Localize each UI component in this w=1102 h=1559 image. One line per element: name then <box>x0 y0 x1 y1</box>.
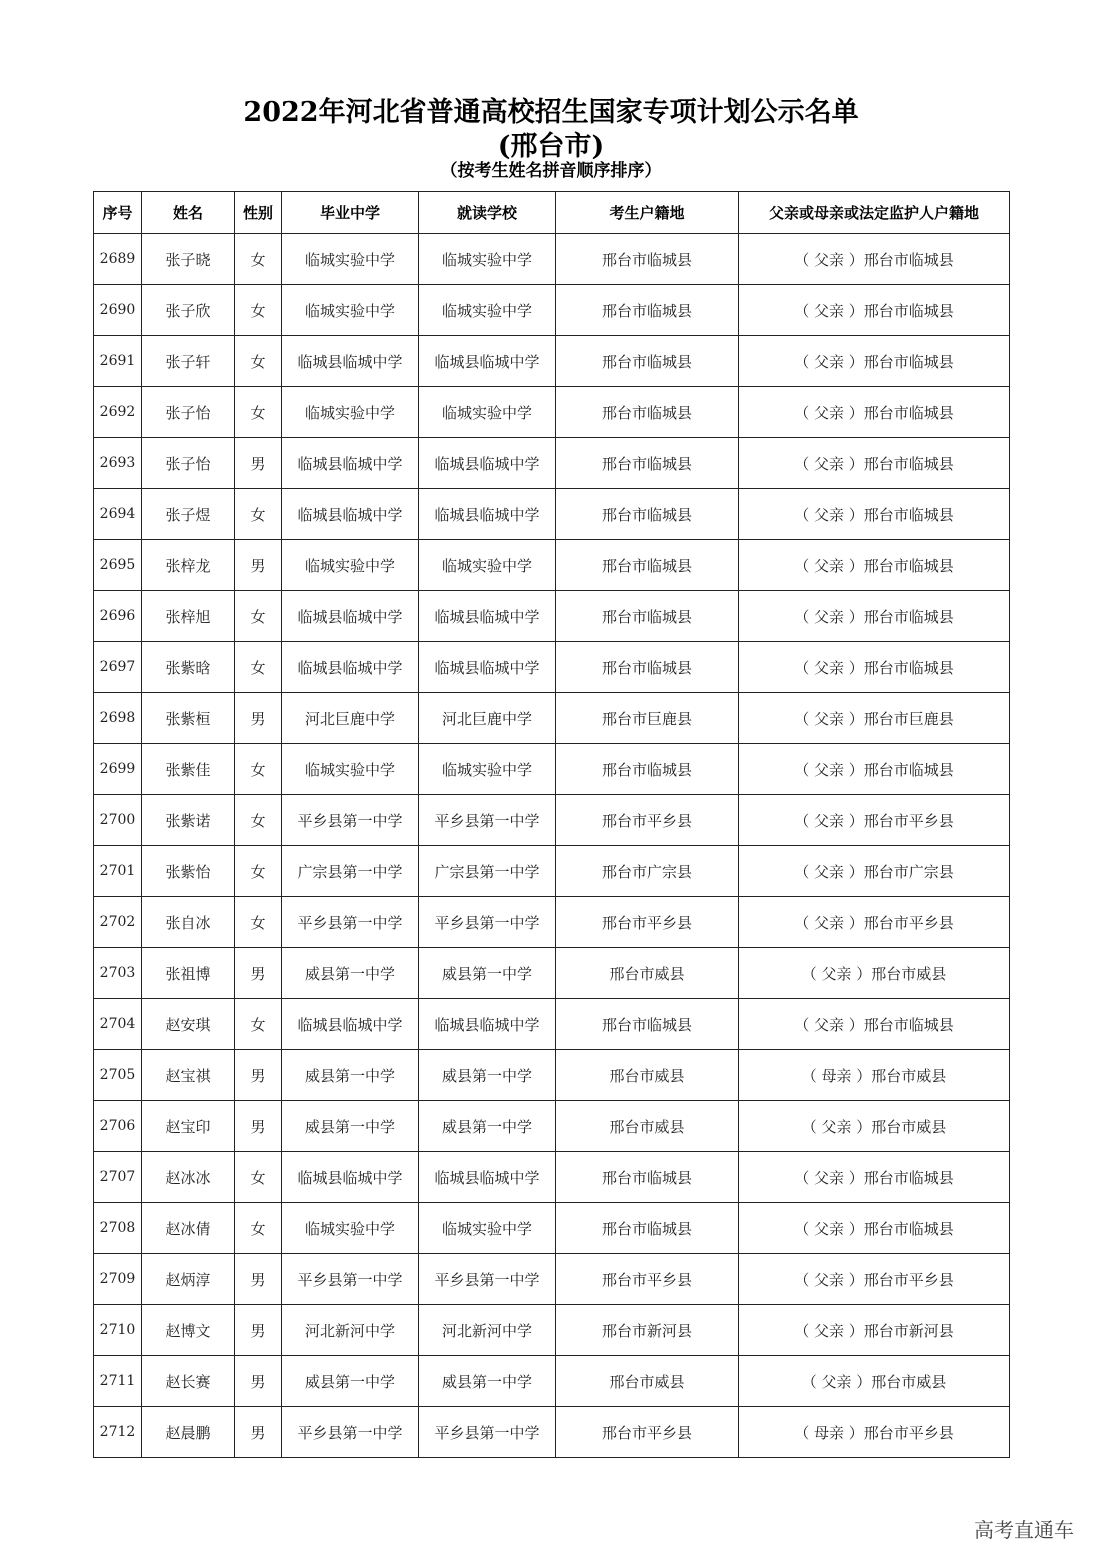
table-row <box>94 642 1010 693</box>
name-cell: 张紫诺 <box>142 795 235 846</box>
table-row <box>94 948 1010 999</box>
name-cell: 张紫怡 <box>142 846 235 897</box>
guardian-residence-cell: （ 父亲 ）邢台市临城县 <box>739 1203 1010 1254</box>
name-cell: 赵长赛 <box>142 1356 235 1407</box>
residence-cell: 邢台市临城县 <box>556 336 739 387</box>
seq-cell: 2702 <box>94 897 142 948</box>
gender-cell: 女 <box>235 234 282 285</box>
residence-cell: 邢台市临城县 <box>556 438 739 489</box>
table-row <box>94 1356 1010 1407</box>
gender-cell: 女 <box>235 642 282 693</box>
seq-cell: 2691 <box>94 336 142 387</box>
graduated-school-cell: 临城县临城中学 <box>282 489 419 540</box>
gender-cell: 男 <box>235 1254 282 1305</box>
column-header-residence-col: 考生户籍地 <box>556 192 739 234</box>
guardian-residence-cell: （ 父亲 ）邢台市临城县 <box>739 744 1010 795</box>
name-cell: 张子怡 <box>142 387 235 438</box>
seq-cell: 2689 <box>94 234 142 285</box>
table-row <box>94 1407 1010 1458</box>
guardian-residence-cell: （ 父亲 ）邢台市平乡县 <box>739 795 1010 846</box>
gender-cell: 女 <box>235 1203 282 1254</box>
residence-cell: 邢台市威县 <box>556 948 739 999</box>
gender-cell: 女 <box>235 999 282 1050</box>
name-cell: 赵冰倩 <box>142 1203 235 1254</box>
name-cell: 张自冰 <box>142 897 235 948</box>
graduated-school-cell: 临城实验中学 <box>282 540 419 591</box>
name-cell: 张紫佳 <box>142 744 235 795</box>
current-school-cell: 临城县临城中学 <box>419 1152 556 1203</box>
current-school-cell: 威县第一中学 <box>419 1101 556 1152</box>
name-cell: 张祖博 <box>142 948 235 999</box>
table-row <box>94 540 1010 591</box>
name-cell: 张子怡 <box>142 438 235 489</box>
residence-cell: 邢台市临城县 <box>556 540 739 591</box>
guardian-residence-cell: （ 父亲 ）邢台市临城县 <box>739 540 1010 591</box>
seq-cell: 2690 <box>94 285 142 336</box>
residence-cell: 邢台市临城县 <box>556 387 739 438</box>
current-school-cell: 平乡县第一中学 <box>419 1407 556 1458</box>
graduated-school-cell: 平乡县第一中学 <box>282 1254 419 1305</box>
name-cell: 赵冰冰 <box>142 1152 235 1203</box>
seq-cell: 2705 <box>94 1050 142 1101</box>
seq-cell: 2697 <box>94 642 142 693</box>
gender-cell: 女 <box>235 336 282 387</box>
gender-cell: 女 <box>235 387 282 438</box>
name-cell: 张梓龙 <box>142 540 235 591</box>
current-school-cell: 临城县临城中学 <box>419 999 556 1050</box>
seq-cell: 2696 <box>94 591 142 642</box>
current-school-cell: 河北巨鹿中学 <box>419 693 556 744</box>
guardian-residence-cell: （ 父亲 ）邢台市临城县 <box>739 387 1010 438</box>
guardian-residence-cell: （ 父亲 ）邢台市威县 <box>739 1101 1010 1152</box>
gender-cell: 女 <box>235 897 282 948</box>
current-school-cell: 平乡县第一中学 <box>419 1254 556 1305</box>
graduated-school-cell: 威县第一中学 <box>282 1101 419 1152</box>
seq-cell: 2709 <box>94 1254 142 1305</box>
residence-cell: 邢台市广宗县 <box>556 846 739 897</box>
guardian-residence-cell: （ 父亲 ）邢台市威县 <box>739 1356 1010 1407</box>
name-cell: 张子煜 <box>142 489 235 540</box>
residence-cell: 邢台市威县 <box>556 1101 739 1152</box>
gender-cell: 男 <box>235 1407 282 1458</box>
guardian-residence-cell: （ 父亲 ）邢台市临城县 <box>739 999 1010 1050</box>
table-header-row <box>94 192 1010 234</box>
current-school-cell: 临城县临城中学 <box>419 336 556 387</box>
graduated-school-cell: 平乡县第一中学 <box>282 795 419 846</box>
current-school-cell: 威县第一中学 <box>419 1356 556 1407</box>
table-row <box>94 438 1010 489</box>
current-school-cell: 临城县临城中学 <box>419 591 556 642</box>
gender-cell: 男 <box>235 540 282 591</box>
seq-cell: 2694 <box>94 489 142 540</box>
seq-cell: 2699 <box>94 744 142 795</box>
seq-cell: 2692 <box>94 387 142 438</box>
gender-cell: 男 <box>235 693 282 744</box>
name-cell: 张紫晗 <box>142 642 235 693</box>
current-school-cell: 临城实验中学 <box>419 1203 556 1254</box>
gender-cell: 男 <box>235 1050 282 1101</box>
graduated-school-cell: 临城实验中学 <box>282 1203 419 1254</box>
graduated-school-cell: 临城实验中学 <box>282 285 419 336</box>
current-school-cell: 平乡县第一中学 <box>419 795 556 846</box>
column-header-graduated-school-col: 毕业中学 <box>282 192 419 234</box>
graduated-school-cell: 临城县临城中学 <box>282 591 419 642</box>
current-school-cell: 临城实验中学 <box>419 285 556 336</box>
current-school-cell: 临城实验中学 <box>419 387 556 438</box>
name-cell: 赵宝祺 <box>142 1050 235 1101</box>
seq-cell: 2711 <box>94 1356 142 1407</box>
seq-cell: 2700 <box>94 795 142 846</box>
name-cell: 张子轩 <box>142 336 235 387</box>
guardian-residence-cell: （ 父亲 ）邢台市临城县 <box>739 336 1010 387</box>
name-cell: 张子晓 <box>142 234 235 285</box>
table-row <box>94 744 1010 795</box>
residence-cell: 邢台市威县 <box>556 1356 739 1407</box>
guardian-residence-cell: （ 父亲 ）邢台市临城县 <box>739 1152 1010 1203</box>
column-header-current-school-col: 就读学校 <box>419 192 556 234</box>
current-school-cell: 临城县临城中学 <box>419 438 556 489</box>
current-school-cell: 临城实验中学 <box>419 234 556 285</box>
residence-cell: 邢台市临城县 <box>556 1203 739 1254</box>
residence-cell: 邢台市临城县 <box>556 642 739 693</box>
seq-cell: 2706 <box>94 1101 142 1152</box>
table-row <box>94 285 1010 336</box>
guardian-residence-cell: （ 父亲 ）邢台市巨鹿县 <box>739 693 1010 744</box>
watermark-text: 高考直通车 <box>974 1518 1074 1542</box>
name-cell: 张子欣 <box>142 285 235 336</box>
current-school-cell: 河北新河中学 <box>419 1305 556 1356</box>
guardian-residence-cell: （ 父亲 ）邢台市临城县 <box>739 489 1010 540</box>
guardian-residence-cell: （ 父亲 ）邢台市平乡县 <box>739 1254 1010 1305</box>
residence-cell: 邢台市巨鹿县 <box>556 693 739 744</box>
current-school-cell: 临城县临城中学 <box>419 489 556 540</box>
residence-cell: 邢台市平乡县 <box>556 795 739 846</box>
table-row <box>94 897 1010 948</box>
roster-table <box>93 191 1010 1458</box>
column-header-name-col: 姓名 <box>142 192 235 234</box>
current-school-cell: 平乡县第一中学 <box>419 897 556 948</box>
seq-cell: 2693 <box>94 438 142 489</box>
current-school-cell: 临城实验中学 <box>419 540 556 591</box>
residence-cell: 邢台市临城县 <box>556 591 739 642</box>
gender-cell: 女 <box>235 285 282 336</box>
guardian-residence-cell: （ 母亲 ）邢台市平乡县 <box>739 1407 1010 1458</box>
name-cell: 赵安琪 <box>142 999 235 1050</box>
graduated-school-cell: 平乡县第一中学 <box>282 897 419 948</box>
current-school-cell: 临城县临城中学 <box>419 642 556 693</box>
residence-cell: 邢台市临城县 <box>556 1152 739 1203</box>
sort-note: （按考生姓名拼音顺序排序） <box>440 161 662 181</box>
gender-cell: 男 <box>235 948 282 999</box>
graduated-school-cell: 临城县临城中学 <box>282 336 419 387</box>
residence-cell: 邢台市临城县 <box>556 744 739 795</box>
table-row <box>94 1152 1010 1203</box>
table-row <box>94 1050 1010 1101</box>
table-row <box>94 693 1010 744</box>
gender-cell: 男 <box>235 438 282 489</box>
graduated-school-cell: 威县第一中学 <box>282 1050 419 1101</box>
graduated-school-cell: 威县第一中学 <box>282 948 419 999</box>
graduated-school-cell: 临城县临城中学 <box>282 1152 419 1203</box>
table-row <box>94 1203 1010 1254</box>
gender-cell: 女 <box>235 795 282 846</box>
seq-cell: 2698 <box>94 693 142 744</box>
guardian-residence-cell: （ 父亲 ）邢台市临城县 <box>739 234 1010 285</box>
graduated-school-cell: 广宗县第一中学 <box>282 846 419 897</box>
guardian-residence-cell: （ 父亲 ）邢台市临城县 <box>739 591 1010 642</box>
gender-cell: 女 <box>235 1152 282 1203</box>
gender-cell: 女 <box>235 591 282 642</box>
graduated-school-cell: 威县第一中学 <box>282 1356 419 1407</box>
current-school-cell: 威县第一中学 <box>419 948 556 999</box>
column-header-gender-col: 性别 <box>235 192 282 234</box>
table-body <box>94 234 1010 1458</box>
table-row <box>94 387 1010 438</box>
residence-cell: 邢台市平乡县 <box>556 1254 739 1305</box>
current-school-cell: 临城实验中学 <box>419 744 556 795</box>
column-header-seq-col: 序号 <box>94 192 142 234</box>
residence-cell: 邢台市临城县 <box>556 234 739 285</box>
guardian-residence-cell: （ 父亲 ）邢台市平乡县 <box>739 897 1010 948</box>
graduated-school-cell: 河北新河中学 <box>282 1305 419 1356</box>
guardian-residence-cell: （ 父亲 ）邢台市广宗县 <box>739 846 1010 897</box>
name-cell: 赵炳淳 <box>142 1254 235 1305</box>
seq-cell: 2704 <box>94 999 142 1050</box>
graduated-school-cell: 临城实验中学 <box>282 387 419 438</box>
name-cell: 赵宝印 <box>142 1101 235 1152</box>
gender-cell: 女 <box>235 744 282 795</box>
seq-cell: 2710 <box>94 1305 142 1356</box>
name-cell: 张梓旭 <box>142 591 235 642</box>
column-header-guardian-residence-col: 父亲或母亲或法定监护人户籍地 <box>739 192 1010 234</box>
table-row <box>94 846 1010 897</box>
guardian-residence-cell: （ 父亲 ）邢台市临城县 <box>739 285 1010 336</box>
name-cell: 赵晨鹏 <box>142 1407 235 1458</box>
residence-cell: 邢台市平乡县 <box>556 897 739 948</box>
table-row <box>94 591 1010 642</box>
table-row <box>94 234 1010 285</box>
current-school-cell: 威县第一中学 <box>419 1050 556 1101</box>
graduated-school-cell: 平乡县第一中学 <box>282 1407 419 1458</box>
graduated-school-cell: 临城县临城中学 <box>282 642 419 693</box>
table-row <box>94 795 1010 846</box>
seq-cell: 2701 <box>94 846 142 897</box>
table-row <box>94 1101 1010 1152</box>
guardian-residence-cell: （ 母亲 ）邢台市威县 <box>739 1050 1010 1101</box>
table-row <box>94 336 1010 387</box>
graduated-school-cell: 临城实验中学 <box>282 744 419 795</box>
gender-cell: 女 <box>235 846 282 897</box>
residence-cell: 邢台市临城县 <box>556 285 739 336</box>
gender-cell: 男 <box>235 1305 282 1356</box>
residence-cell: 邢台市临城县 <box>556 999 739 1050</box>
guardian-residence-cell: （ 父亲 ）邢台市临城县 <box>739 642 1010 693</box>
guardian-residence-cell: （ 父亲 ）邢台市临城县 <box>739 438 1010 489</box>
residence-cell: 邢台市威县 <box>556 1050 739 1101</box>
graduated-school-cell: 临城县临城中学 <box>282 438 419 489</box>
seq-cell: 2695 <box>94 540 142 591</box>
graduated-school-cell: 临城实验中学 <box>282 234 419 285</box>
residence-cell: 邢台市临城县 <box>556 489 739 540</box>
table-row <box>94 1305 1010 1356</box>
seq-cell: 2707 <box>94 1152 142 1203</box>
gender-cell: 女 <box>235 489 282 540</box>
graduated-school-cell: 临城县临城中学 <box>282 999 419 1050</box>
guardian-residence-cell: （ 父亲 ）邢台市威县 <box>739 948 1010 999</box>
table-row <box>94 999 1010 1050</box>
seq-cell: 2708 <box>94 1203 142 1254</box>
name-cell: 赵博文 <box>142 1305 235 1356</box>
current-school-cell: 广宗县第一中学 <box>419 846 556 897</box>
seq-cell: 2712 <box>94 1407 142 1458</box>
table-row <box>94 1254 1010 1305</box>
gender-cell: 男 <box>235 1101 282 1152</box>
seq-cell: 2703 <box>94 948 142 999</box>
name-cell: 张紫桓 <box>142 693 235 744</box>
residence-cell: 邢台市新河县 <box>556 1305 739 1356</box>
gender-cell: 男 <box>235 1356 282 1407</box>
residence-cell: 邢台市平乡县 <box>556 1407 739 1458</box>
graduated-school-cell: 河北巨鹿中学 <box>282 693 419 744</box>
table-row <box>94 489 1010 540</box>
page-subtitle: (邢台市) <box>497 131 605 162</box>
guardian-residence-cell: （ 父亲 ）邢台市新河县 <box>739 1305 1010 1356</box>
page-title: 2022年河北省普通高校招生国家专项计划公示名单 <box>243 97 859 128</box>
